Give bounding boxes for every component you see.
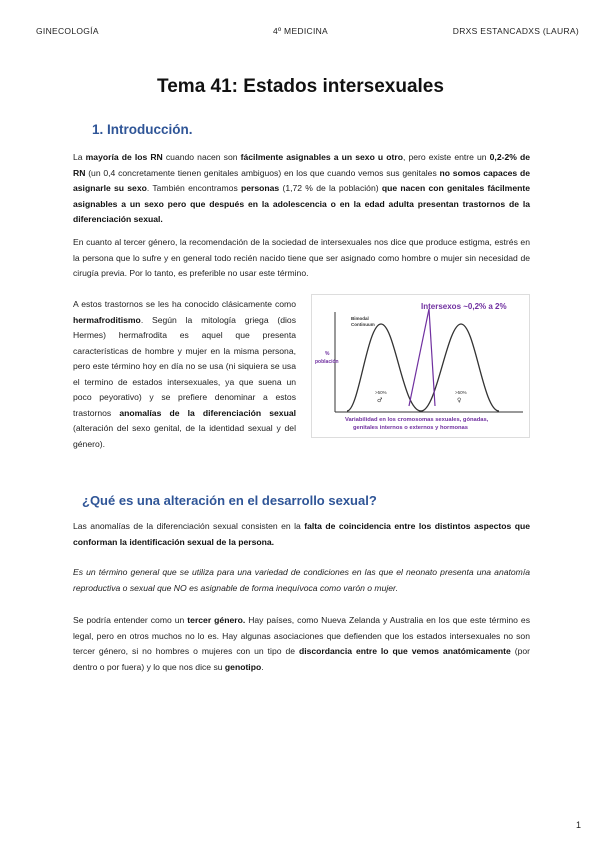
y-axis-label-2: población (315, 359, 339, 365)
section-heading-introduccion: 1. Introducción. (92, 122, 193, 137)
paragraph-intro-2: En cuanto al tercer género, la recomendación de la sociedad de intersexuales nos dice que produce estigma, estrés en la persona que lo sufre y en general todo recién nacido tiene que ser asignado como hombre o mujer sin necesidad de cirugía previa. Por lo tanto, es preferible no usar este término. (73, 237, 530, 278)
intersex-label: Intersexos ~0,2% a 2% (421, 302, 507, 311)
page-number: 1 (575, 820, 581, 830)
female-peak-label: >50% (455, 390, 467, 395)
header-subject: GINECOLOGÍA (36, 26, 99, 36)
paragraph-alteracion-definition: Es un término general que se utiliza para una variedad de condiciones en las que el neonato presenta una anatomía reproductiva o sexual que NO es asignable de forma inequívoca como varón o mujer. (73, 567, 530, 593)
y-axis-label-1: % (325, 351, 330, 357)
paragraph-alteracion-1: Las anomalías de la diferenciación sexual consisten en la falta de coincidencia entre los distintos aspectos que conforman la identificación sexual de la persona. (73, 521, 530, 547)
header-course: 4º MEDICINA (272, 26, 329, 36)
bimodal-intersex-figure (311, 294, 530, 438)
paragraph-intro-1: La mayoría de los RN cuando nacen son fácilmente asignables a un sexo u otro, pero existe entre un 0,2-2% de RN (un 0,4 concretamente tienen genitales ambiguos) en los que cuando vemos sus genitales no somos capaces de asignarle su sexo. También encontramos personas (1,72 % de la población) que nacen con genitales fácilmente asignables a un sexo pero que después en la adolescencia o en la edad adulta presentan trastornos de la diferenciación sexual. (73, 152, 531, 224)
figure-caption-1: Variabilidad en los cromosomas sexuales, gónadas, (345, 417, 489, 423)
bimodal-label-2: Continuum (351, 322, 375, 327)
paragraph-intro-3: A estos trastornos se les ha conocido clásicamente como hermafroditismo. Según la mitología griega (dios Hermes) hermafrodita es aquel que presenta características de hombre y mujer en la misma persona, pero este término hoy en día no se usa (ni siquiera se usa el termino de estados intersexuales, ya que suena un poco peyorativo) y se prefiere denominar a estos trastornos anomalías de la diferenciación sexual (alteración del sexo genital, de la identidad sexual y del género). (73, 299, 296, 449)
header-authors: DRXS ESTANCADXS (LAURA) (452, 26, 579, 36)
section-heading-alteracion: ¿Qué es una alteración en el desarrollo sexual? (82, 493, 377, 508)
female-symbol: ♀ (457, 397, 462, 404)
bimodal-label-1: Bimodal (351, 316, 369, 321)
page-title: Tema 41: Estados intersexuales (157, 76, 444, 97)
figure-caption-2: genitales internos o externos y hormonas (353, 425, 469, 431)
male-symbol: ♂ (377, 397, 383, 404)
male-peak-label: >50% (375, 390, 387, 395)
paragraph-alteracion-2: Se podría entender como un tercer género. Hay países, como Nueva Zelanda y Australia en los que este término es legal, pero en otros muchos no lo es. Hay algunas asociaciones que defienden que los estados intersexuales no son tercer género, si no hombres o mujeres con un tipo de discordancia entre lo que vemos anatómicamente (por dentro o por fuera) y lo que nos dice su genotipo. (73, 615, 530, 672)
